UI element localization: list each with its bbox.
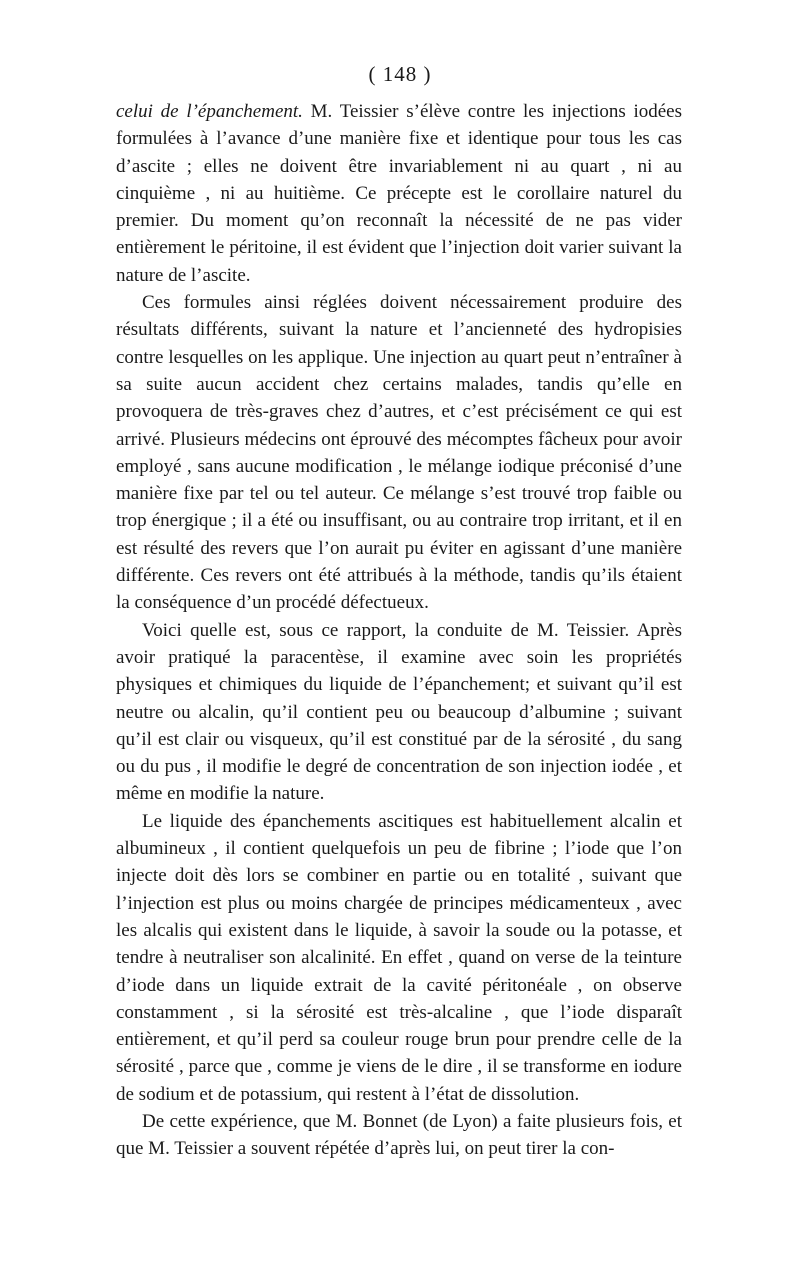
paragraph-4: Le liquide des épanchements ascitiques est habituellement alcalin et albumineux , il contient quelquefois un peu de fibrine ; l’iode que l’on injecte doit dès lors se combiner en partie ou en totalité , suivant que l’injection est plus ou moins chargée de principes médicamenteux , avec les alcalis qui existent dans le liquide, à savoir la soude ou la potasse, et tendre à neutraliser son alcalinité. En effet , quand on verse de la teinture d’iode dans un liquide extrait de la cavité péritonéale , on observe constamment , si la sérosité est très-alcaline , que l’iode disparaît entièrement, et qu’il perd sa couleur rouge brun pour prendre celle de la sérosité , parce que , comme je viens de le dire , il se transforme en iodure de sodium et de potassium, qui restent à l’état de dissolution.: [116, 810, 682, 1105]
paragraph-5: De cette expérience, que M. Bonnet (de Lyon) a faite plusieurs fois, et que M. Teissier a souvent répétée d’après lui, on peut tirer la con-: [116, 1110, 682, 1160]
page-number: ( 148 ): [368, 62, 432, 86]
paragraph-1-italic-lead: celui de l’épanchement.: [116, 101, 303, 122]
paragraph-1: [116, 98, 682, 289]
paragraph-3: Voici quelle est, sous ce rapport, la conduite de M. Teissier. Après avoir pratiqué la paracentèse, il examine avec soin les propriétés physiques et chimiques du liquide de l’épanchement; et suivant qu’il est neutre ou alcalin, qu’il contient peu ou beaucoup d’albumine ; suivant qu’il est clair ou visqueux, qu’il est constitué par de la sérosité , du sang ou du pus , il modifie le degré de concentration de son injection iodée , et même en modifie la nature.: [116, 619, 682, 805]
paragraph-2: Ces formules ainsi réglées doivent nécessairement produire des résultats différents, suivant la nature et l’ancienneté des hydropisies contre lesquelles on les applique. Une injection au quart peut n’entraîner à sa suite aucun accident chez certains malades, tandis qu’elle en provoquera de très-graves chez d’autres, et c’est précisément ce qui est arrivé. Plusieurs médecins ont éprouvé des mécomptes fâcheux pour avoir employé , sans aucune modification , le mélange iodique préconisé d’une manière fixe par tel ou tel auteur. Ce mélange s’est trouvé trop faible ou trop énergique ; il a été ou insuffisant, ou au contraire trop irritant, et il en est résulté des revers que l’on aurait pu éviter en agissant d’une manière différente. Ces revers ont été attribués à la méthode, tandis qu’ils étaient la conséquence d’un procédé défectueux.: [116, 292, 682, 614]
paragraph-1-text: M. Teissier s’élève contre les injections iodées formulées à l’avance d’une manière fixe et identique pour tous les cas d’ascite ; elles ne doivent être invariablement ni au quart , ni au cinquième , ni au huitième. Ce précepte est le corollaire naturel du premier. Du moment qu’on reconnaît la nécessité de ne pas vider entièrement le péritoine, il est évident que l’injection doit varier suivant la nature de l’ascite.: [116, 101, 682, 286]
body-text: [116, 98, 682, 1163]
